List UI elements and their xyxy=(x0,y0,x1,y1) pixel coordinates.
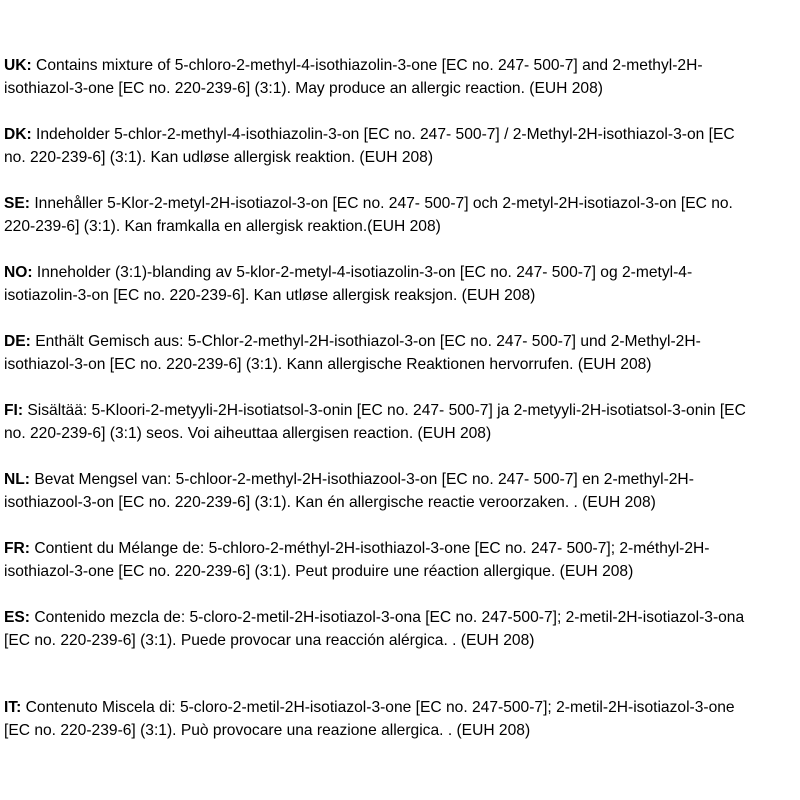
country-code: UK: xyxy=(4,57,32,74)
paragraph-text: Innehåller 5-Klor-2-metyl-2H-isotiazol-3-on [EC no. 247- 500-7] och 2-metyl-2H-isotiazol-3-on [EC no. xyxy=(30,195,733,212)
paragraph-line-2: no. 220-239-6] (3:1). Kan udløse allergisk reaktion. (EUH 208) xyxy=(4,149,434,166)
paragraph-line-1 xyxy=(4,261,798,284)
paragraph-dk xyxy=(4,123,798,169)
country-code: SE: xyxy=(4,195,30,212)
paragraph-line-1 xyxy=(4,696,798,719)
paragraph-line-1 xyxy=(4,330,798,353)
paragraph-line-1 xyxy=(4,192,798,215)
paragraph-line-2: isothiazol-3-one [EC no. 220-239-6] (3:1). May produce an allergic reaction. (EUH 208) xyxy=(4,80,603,97)
paragraph-fi xyxy=(4,399,798,445)
paragraph-text: Enthält Gemisch aus: 5-Chlor-2-methyl-2H-isothiazol-3-on [EC no. 247- 500-7] und 2-Methyl-2H- xyxy=(30,333,701,350)
paragraph-it xyxy=(4,696,798,742)
country-code: ES: xyxy=(4,609,30,626)
country-code: NO: xyxy=(4,264,33,281)
paragraph-line-1 xyxy=(4,468,798,491)
paragraph-line-2: 220-239-6] (3:1). Kan framkalla en allergisk reaktion.(EUH 208) xyxy=(4,218,441,235)
paragraph-line-2: isothiazol-3-on [EC no. 220-239-6] (3:1). Kann allergische Reaktionen hervorrufen. (EUH 208) xyxy=(4,356,652,373)
paragraph-line-2: isothiazool-3-on [EC no. 220-239-6] (3:1). Kan én allergische reactie veroorzaken. . (EUH 208) xyxy=(4,494,656,511)
paragraph-line-2: [EC no. 220-239-6] (3:1). Può provocare una reazione allergica. . (EUH 208) xyxy=(4,722,531,739)
country-code: FI: xyxy=(4,402,24,419)
paragraph-line-1 xyxy=(4,123,798,146)
country-code: DE: xyxy=(4,333,31,350)
paragraph-line-2: isotiazolin-3-on [EC no. 220-239-6]. Kan utløse allergisk reaksjon. (EUH 208) xyxy=(4,287,536,304)
paragraph-line-2: [EC no. 220-239-6] (3:1). Puede provocar una reacción alérgica. . (EUH 208) xyxy=(4,632,535,649)
paragraph-es xyxy=(4,606,798,652)
paragraph-line-2: isothiazol-3-one [EC no. 220-239-6] (3:1). Peut produire une réaction allergique. (EUH 208) xyxy=(4,563,634,580)
country-code: NL: xyxy=(4,471,30,488)
paragraph-text: Contains mixture of 5-chloro-2-methyl-4-isothiazolin-3-one [EC no. 247- 500-7] and 2-methyl-2H- xyxy=(31,57,703,74)
paragraph-no xyxy=(4,261,798,307)
paragraph-text: Contenuto Miscela di: 5-cloro-2-metil-2H-isotiazol-3-one [EC no. 247-500-7]; 2-metil-2H-isotiazol-3-one xyxy=(21,699,735,716)
paragraph-uk xyxy=(4,54,798,100)
paragraph-line-1 xyxy=(4,54,798,77)
country-code: FR: xyxy=(4,540,30,557)
paragraph-text: Contient du Mélange de: 5-chloro-2-méthyl-2H-isothiazol-3-one [EC no. 247- 500-7]; 2-méthyl-2H- xyxy=(29,540,710,557)
paragraph-line-1 xyxy=(4,537,798,560)
paragraph-text: Sisältää: 5-Kloori-2-metyyli-2H-isotiatsol-3-onin [EC no. 247- 500-7] ja 2-metyyli-2H-isotiatsol-3-onin [EC xyxy=(23,402,746,419)
country-code: IT: xyxy=(4,699,22,716)
paragraph-de xyxy=(4,330,798,376)
paragraph-text: Bevat Mengsel van: 5-chloor-2-methyl-2H-isothiazool-3-on [EC no. 247- 500-7] en 2-methyl-2H- xyxy=(29,471,694,488)
paragraph-line-1 xyxy=(4,606,798,629)
paragraph-text: Inneholder (3:1)-blanding av 5-klor-2-metyl-4-isotiazolin-3-on [EC no. 247- 500-7] og 2-metyl-4- xyxy=(32,264,693,281)
paragraph-text: Contenido mezcla de: 5-cloro-2-metil-2H-isotiazol-3-ona [EC no. 247-500-7]; 2-metil-2H-isotiazol-3-ona xyxy=(30,609,745,626)
paragraph-se xyxy=(4,192,798,238)
country-code: DK: xyxy=(4,126,32,143)
paragraph-nl xyxy=(4,468,798,514)
paragraph-line-1 xyxy=(4,399,798,422)
paragraph-fr xyxy=(4,537,798,583)
paragraph-line-2: no. 220-239-6] (3:1) seos. Voi aiheuttaa allergisen reaction. (EUH 208) xyxy=(4,425,492,442)
paragraph-text: Indeholder 5-chlor-2-methyl-4-isothiazolin-3-on [EC no. 247- 500-7] / 2-Methyl-2H-isothiazol-3-on [EC xyxy=(31,126,735,143)
